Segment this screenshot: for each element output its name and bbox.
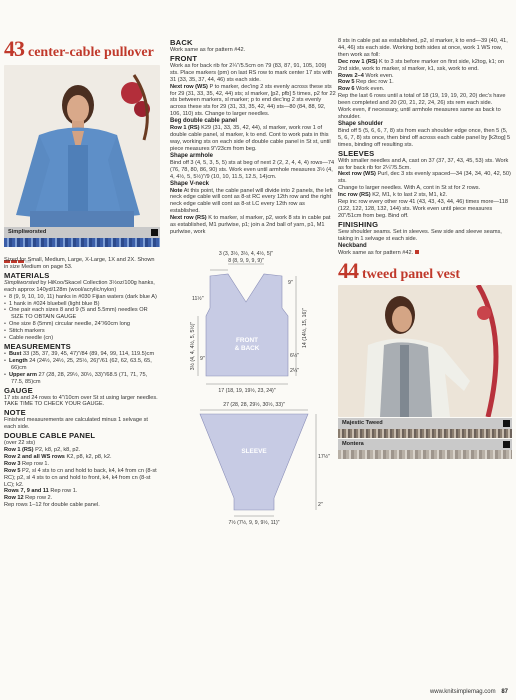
finishing-text: Sew shoulder seams. Set in sleeves. Sew side and sleeve seams, taking in 1 selvage st each side. [338,228,502,242]
measurement-value: 24 (24½, 24½, 25, 25½, 26)"/61 (62, 62, 63.5, 65, 66)cm [11,357,152,371]
row-text: K29 (31, 33, 35, 42, 44), sl marker, work row 1 of double cable panel, sl marker, k to end. Cont to work pats in this way, working sts on each side of double cable panel in St st, until piece measures 9"/23cm from beg. [170,125,331,152]
cable-row-label: Rows 7, 9 and 11 [4,488,49,495]
beg-cable-row [170,125,336,153]
materials-rest: by HiKoo/Skacel Collection 3½oz/100g hanks, each approx 140yd/128m (wool/acrylic/nylon) [4,279,155,293]
row-label: Rows 2–4 [338,72,364,79]
row-text: Purl, dec 3 sts evenly spaced—34 (34, 34, 40, 42, 50) sts. [338,171,511,185]
note-text: At this point, the cable panel will divide into 2 panels, the left neck edge cable will cont as 8-st RC every 12th row and the right neck edge cable will cont as 8-st LC every 12th row as established. [170,187,333,215]
yarn-weight-icon [503,420,510,427]
cable-row [4,502,160,509]
yarn-swatch-image-1 [338,429,512,438]
materials-item: • Cable needle (cn) [4,335,160,342]
sleeve-label: SLEEVE [241,447,267,455]
yarn-name: Simpliworsted [8,229,47,235]
sleeve-dim-top: 27 (28, 28, 29½, 30½, 33)" [223,401,285,408]
body-label-2: & BACK [234,344,260,352]
measurement-item [4,351,160,358]
cable-row-text: Rep row 1. [22,460,50,467]
materials-item: • One pair each sizes 8 and 9 (5 and 5.5mm) needles OR SIZE TO OBTAIN GAUGE [4,307,160,321]
yarn-weight-icon [503,441,510,448]
top-spacer [170,0,336,38]
footer-url: www.knitsimplemag.com [429,689,496,695]
row-text: Work even. [356,86,385,93]
back-text: Work same as for pattern #42. [170,47,246,53]
row-label: Next row (WS) [338,171,376,178]
back-heading: BACK [170,38,193,47]
yarn-swatch-image [4,238,160,247]
measurement-label: Bust [8,350,22,357]
pattern-number: 43 [4,36,24,61]
page-footer [430,689,508,695]
end-square-icon [415,250,419,254]
row-label: Dec row 1 (RS) [338,58,378,65]
shoulder-heading: Shape shoulder [338,120,384,127]
measurement-label: Upper arm [8,371,37,378]
measurement-item [4,358,160,372]
cable-row-label: Row 5 [4,467,21,474]
dim-armhole-left: 11½" [192,295,204,302]
note-text: Finished measurements are calculated minus 1 selvage st each side. [4,417,148,431]
gauge-check: TAKE TIME TO CHECK YOUR GAUGE. [4,401,105,408]
rows-2-4 [338,73,512,80]
row-5 [338,79,512,86]
cable-row [4,447,160,454]
note-label: Note [170,187,183,194]
pullover-photo-illustration [4,65,160,227]
dim-neck: 8 (8, 9, 9, 9, 9)" [228,257,264,264]
dim-side-left: 3½ (4, 4, 4½, 5, 5½)" [190,321,196,371]
dec-row [338,59,512,73]
row-text: Work even. [365,72,394,79]
gauge-text: 17 sts and 24 rows to 4"/10cm over St st using larger needles. [4,394,158,401]
dim-side-left-2: 9" [200,355,205,362]
front-heading: FRONT [170,53,198,63]
cable-row [4,454,160,461]
materials-item: • Stitch markers [4,328,160,335]
top-spacer [338,0,512,38]
page-number: 87 [501,689,508,695]
cable-row-text: P2, k8, p2, k8, p2. [35,447,81,454]
materials-item: • 1 hank in #024 bluebell (light blue B) [4,301,160,308]
yarn-weight-icon [151,229,158,236]
dim-top: 3 (3, 3½, 3½, 4, 4½, 5)" [218,250,274,257]
cable-row-text: P2, sl 4 sts to cn and hold to back, k4, k4 from cn (8-st RC); p2, sl 4 sts to cn and hold to front, k4, k4 from cn (8-st LC); k2. [4,467,157,488]
measurement-value: 27 (28, 28, 29½, 30½, 33)"/68.5 (71, 71, 75, 77.5, 85)cm [11,371,148,385]
inc-repeat: Rep inc row every other row 41 (43, 43, 43, 44, 46) times more—118 (122, 122, 128, 132, 144) sts. Work even until piece measures 20"/51cm from beg. Bind off. [338,199,508,219]
sleeve-dim-bottom: 7½ (7½, 9, 9, 9½, 11)" [228,519,280,526]
measurement-value: 33 (35, 37, 39, 45, 47)"/84 (89, 94, 99, 114, 119.5)cm [22,350,155,357]
row-label: Row 5 [338,79,355,86]
double-cable-rows [4,447,160,509]
materials-list [4,294,160,342]
yarn-label-bar-2 [338,439,512,450]
work-even-text: Work even, if necessary, until armhole measures same as back to shoulder. [338,107,501,120]
sleeves-heading: SLEEVES [338,148,375,158]
dim-rib-right-2: 2¼" [290,367,300,374]
row-label: Next row (WS) [170,83,208,90]
left-column [4,0,160,509]
gauge-heading: GAUGE [4,385,33,395]
yarn-swatch-image-2 [338,450,512,459]
cable-row [4,461,160,468]
front-next-row [170,84,336,119]
yarn-label-bar [4,227,160,238]
pattern-number: 44 [338,258,358,284]
materials-item: • One size 8 (5mm) circular needle, 24"/60cm long [4,321,160,328]
cable-row-text: K2, p8, k2, p8, k2. [66,453,112,460]
double-cable-panel-sub: (over 22 sts) [4,440,36,447]
row-label: Inc row (RS) [338,192,371,199]
row-text: K to 3 sts before marker on first side, k2tog, k1; on 2nd side, work to marker, sl marker, k1, ssk, work to end. [338,58,505,72]
measurements-heading: MEASUREMENTS [4,341,71,351]
sizes-text: Sized for Small, Medium, Large, X-Large, 1X and 2X. Shown in size Medium on page 53. [4,257,155,270]
repeat-text: Rep the last 6 rows until a total of 18 (19, 19, 19, 20, 20) dec's have been completed and 20 (20, 21, 22, 24, 26) sts rem each side. [338,93,506,107]
middle-column [170,0,336,526]
armhole-text: Bind off 3 (4, 5, 3, 5, 5) sts at beg of next 2 (2, 2, 4, 4, 4) rows—74 (76, 78, 80, 86, 90) sts. Work even until armhole measures 3½ (4, 4, 4½, 5, 5½)"/9 (10, 10, 11.5, 12.5, 14)cm. [170,159,335,180]
cable-row-text: Rep row 2. [25,495,53,502]
pattern-name: center-cable pullover [28,45,154,60]
yarn-name: Montera [342,441,364,448]
body-shape [206,274,288,376]
materials-heading: MATERIALS [4,270,50,280]
right-column [338,0,512,459]
row-text: P to marker, dec'ing 2 sts evenly across these sts for 29 (31, 33, 35, 42, 44) sts; sl marker, [p2, pfb] 5 times, p2 for 22 sts between markers, sl marker; p to end dec'ing 2 sts evenly across these sts for 29 (31, 33, 35, 42, 44) sts—80 (84, 88, 92, 106, 110) sts. Change to larger needles. [170,83,336,118]
cable-row-label: Row 1 (RS) [4,447,34,454]
cable-row-label: Row 2 and all WS rows [4,453,65,460]
row-label: Next row (RS) [170,215,207,222]
sleeve-shape [200,414,308,510]
materials-text [4,280,160,294]
row-text: K2, M1, k to last 2 sts, M1, k2. [372,192,448,199]
sleeve-next-row [338,171,512,185]
front-text: Work as for back rib for 2¼"/5.5cm on 79 (83, 87, 91, 105, 109) sts. Place markers (pm) on last RS row to mark center 17 sts with 31 (33, 35, 37, 44, 46) sts each side. [170,62,333,83]
body-label-1: FRONT [235,336,259,344]
vneck-continued: 8 sts in cable pat as established, p2, sl marker, k to end—39 (40, 41, 44, 46) sts each side. Working both sides at once, work 1 WS row, then work as foll: [338,38,508,58]
yarn-name-italic: Simpliworsted [4,279,39,286]
finishing-heading: FINISHING [338,219,379,229]
sleeves-text: With smaller needles and A, cast on 37 (37, 37, 43, 45, 53) sts. Work as for back rib for 2¼"/5.5cm. [338,157,509,171]
cable-row [4,488,160,495]
note-heading: NOTE [4,408,26,418]
vest-photo-illustration [338,285,512,417]
pullover-photo [4,65,160,227]
pattern-title-44 [338,258,512,284]
vneck-next-row [170,215,336,236]
neckband-heading: Neckband [338,242,367,249]
cable-row [4,468,160,489]
vneck-note [170,188,336,216]
neckband-text [338,250,512,257]
cable-row-text: Rep row 1. [50,488,78,495]
row-6 [338,86,512,93]
sleeve-dim-right-2: 2" [318,501,323,508]
inc-row [338,192,512,199]
row-label: Row 6 [338,86,355,93]
measurement-item [4,372,160,386]
yarn-label-bar-1 [338,418,512,429]
double-cable-panel-heading: DOUBLE CABLE PANEL [4,431,96,441]
cable-row-label: Row 12 [4,495,24,502]
cable-row [4,495,160,502]
pattern-name: tweed panel vest [362,267,460,283]
shoulder-text: Bind off 5 (5, 6, 6, 7, 8) sts from each shoulder edge once, then 5 (5, 5, 6, 7, 8) sts once, then bind off across each cable panel by [k2tog] 5 times, binding off resulting sts. [338,127,511,148]
sleeve-schematic [170,398,336,526]
sleeve-dim-right-1: 17½" [318,453,330,460]
armhole-heading: Shape armhole [170,152,214,159]
pattern-title-43 [4,36,160,61]
row-text: Rep dec row 1. [356,79,394,86]
vneck-heading: Shape V-neck [170,180,210,187]
sleeve-change: Change to larger needles. With A, cont in St st for 2 rows. [338,185,481,192]
yarn-name: Majestic Tweed [342,420,383,427]
dim-shoulder-right: 9" [288,279,293,286]
vest-photo [338,285,512,417]
beg-cable-heading: Beg double cable panel [170,118,238,125]
dim-bottom: 17 (18, 19, 19½, 23, 24)" [218,387,276,394]
dim-armhole-right: 14 (14½, 15, 16)" [302,307,308,348]
cable-row-text: Rep rows 1–12 for double cable panel. [4,502,100,509]
dim-rib-right: 6½" [290,352,300,359]
difficulty-rating [4,250,160,255]
front-back-schematic [170,242,336,394]
materials-item: • 8 (9, 9, 10, 10, 11) hanks in #030 Fijian waters (dark blue A) [4,294,160,301]
row-text: K to marker, sl marker, p2, work 8 sts in cable pat as established, M1 purlwise, p1; join a 2nd ball of yarn, p1, M1 purlwise, work [170,215,331,235]
measurement-label: Length [8,357,28,364]
row-label: Row 1 (RS) [170,125,200,132]
measurements-list [4,351,160,386]
neckband-body: Work same as for pattern #42. [338,249,414,256]
cable-row-label: Row 3 [4,460,21,467]
